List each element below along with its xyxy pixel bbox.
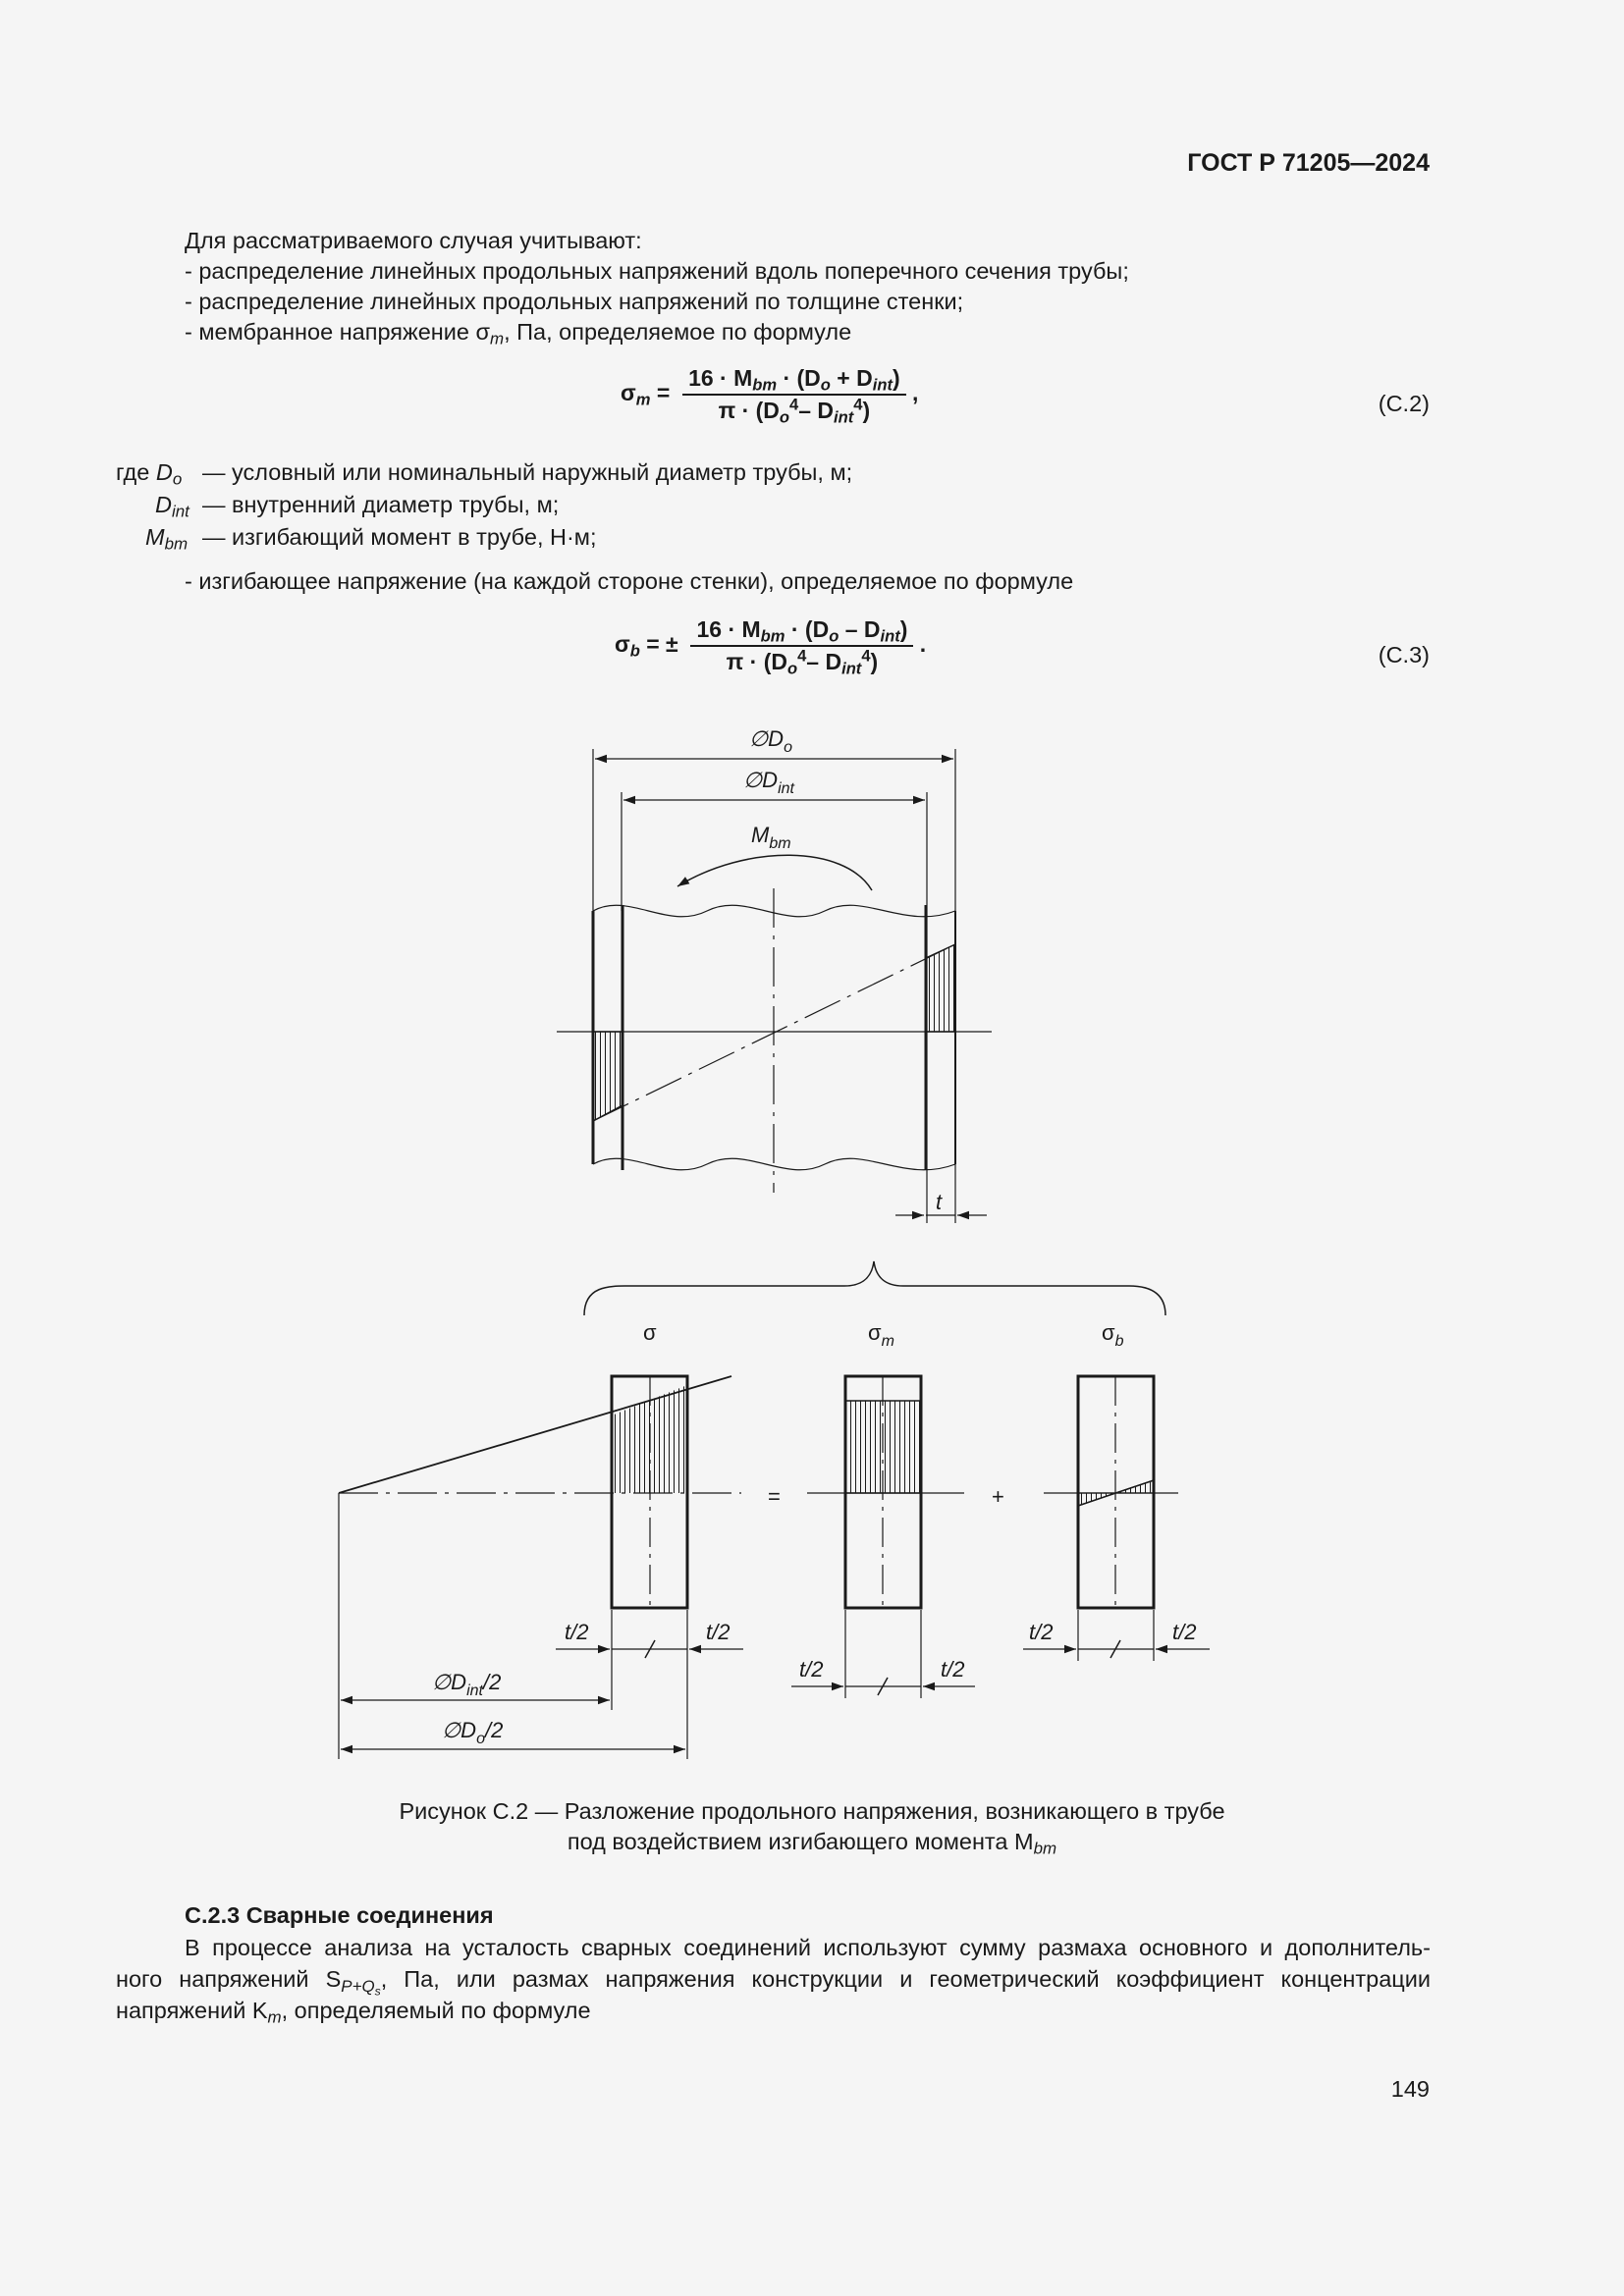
label-sigma-m: $\sigma_m$: [868, 1320, 894, 1350]
page-number: 149: [1390, 2076, 1430, 2102]
label-do: $\emptyset D_o$: [749, 726, 792, 756]
equals-sign: =: [768, 1484, 781, 1509]
section-paragraph-line1: В процессе анализа на усталость сварных соединений используют сумму размаха основного и дополнитель-: [185, 1935, 1431, 1960]
label-mbm: $M_{bm}$: [751, 823, 791, 852]
formula-c3: $\sigma_b$ = ± $\frac{16 \cdot M_{bm} \cdot (D_o - D_{int})}{\pi \cdot (D_o^4- D_{int}^4)}$ .: [615, 616, 927, 678]
where-m-bm-desc: — изгибающий момент в трубе, Н·м;: [202, 524, 597, 550]
equation-number-c3: (С.3): [1378, 642, 1430, 667]
section-heading: С.2.3 Сварные соединения: [185, 1902, 494, 1928]
label-t2-mid-b: t/2: [941, 1657, 965, 1682]
label-dint-half: $\emptyset D_{int}/2$: [432, 1670, 502, 1699]
label-sigma-b: $\sigma_b$: [1102, 1320, 1124, 1350]
bullet-1: - распределение линейных продольных напряжений вдоль поперечного сечения трубы;: [185, 258, 1129, 284]
where-d-o-desc: — условный или номинальный наружный диаметр трубы, м;: [202, 459, 853, 485]
bullet-2: - распределение линейных продольных напряжений по толщине стенки;: [185, 289, 964, 314]
label-sigma: σ: [643, 1320, 657, 1345]
equation-number-c2: (С.2): [1378, 391, 1430, 416]
label-t2-right-b: t/2: [1172, 1620, 1197, 1644]
where-d-o: где $D_o$: [116, 459, 183, 489]
section-paragraph-line3: напряжений $K_m$, определяемый по формуле: [116, 1998, 591, 2027]
plus-sign: +: [992, 1484, 1004, 1509]
label-t2-mid-a: t/2: [799, 1657, 824, 1682]
label-t2-right-a: t/2: [1029, 1620, 1054, 1644]
label-do-half: $\emptyset D_o/2$: [442, 1718, 504, 1747]
label-t: t: [936, 1190, 943, 1214]
bullet-4: - изгибающее напряжение (на каждой стороне стенки), определяемое по формуле: [185, 568, 1074, 594]
label-t2-left-b: t/2: [706, 1620, 731, 1644]
label-dint: $\emptyset D_{int}$: [743, 768, 794, 797]
label-t2-left-a: t/2: [565, 1620, 589, 1644]
formula-c2: $\sigma_m$ = $\frac{16 \cdot M_{bm} \cdot (D_o + D_{int})}{\pi \cdot (D_o^4- D_{int}^4)}$ ,: [621, 365, 919, 427]
where-d-int: $D_{int}$: [155, 492, 189, 521]
figure-caption-line1: Рисунок С.2 — Разложение продольного напряжения, возникающего в трубе: [399, 1798, 1225, 1824]
document-id: ГОСТ Р 71205—2024: [1187, 149, 1430, 177]
figure-caption-line2: под воздействием изгибающего момента $M_{bm}$: [567, 1829, 1057, 1858]
intro-line: Для рассматриваемого случая учитывают:: [185, 228, 642, 253]
where-d-int-desc: — внутренний диаметр трубы, м;: [202, 492, 560, 517]
bullet-3: - мембранное напряжение $\sigma_m$, Па, определяемое по формуле: [185, 319, 852, 348]
section-paragraph-line2: ного напряжений $S_{P+Q_s}$, Па, или размах напряжения конструкции и геометрический коэффициент концентрации: [116, 1966, 1431, 1999]
where-m-bm: $M_{bm}$: [145, 524, 189, 554]
